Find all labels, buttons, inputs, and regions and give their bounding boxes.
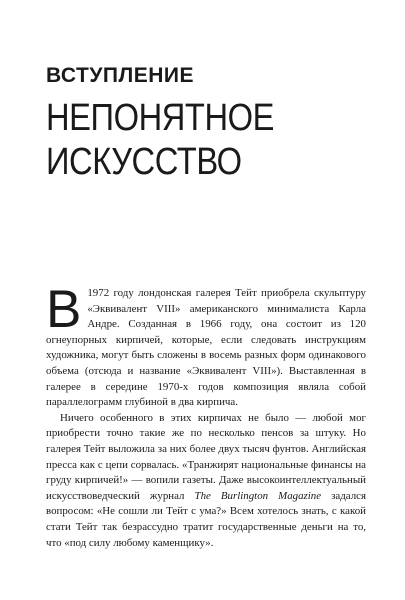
chapter-title-line-1: НЕПОНЯТНОЕ [46, 97, 274, 139]
drop-cap: В [46, 280, 82, 339]
chapter-title [46, 96, 274, 184]
paragraph-1 [46, 280, 366, 411]
paragraph-2-text-end: задался вопросом: «Не сошли ли Тейт с ума?» Всем хотелось знать, с какой стати Тейт так безрассудно тратит государственные деньги на то, что «под силу любому каменщику». [46, 489, 366, 549]
section-label: ВСТУПЛЕНИЕ [46, 64, 195, 87]
chapter-title-line-2: ИСКУССТВО [46, 141, 242, 183]
paragraph-1-text: 1972 году лондонская галерея Тейт приобрела скульптуру «Эквивалент VIII» американского минималиста Карла Андре. Созданная в 1966 году, она состоит из 120 огнеупорных кирпичей, которые, если следовать инструкциям художника, могут быть сложены в восемь разных форм одинакового объема (отсюда и название «Эквивалент VIII»). Выставленная в галерее в середине 1970-х годов композиция являла собой параллелограмм глубиной в два кирпича. [46, 287, 366, 409]
paragraph-2 [46, 411, 366, 551]
journal-name: The Burlington Magazine [194, 489, 322, 502]
body-text [46, 280, 366, 551]
paragraph-2-text-start: Ничего особенного в этих кирпичах не было — любой мог приобрести точно такие же по несколько пенсов за штуку. Но галерея Тейт выложила за них более двух тысяч фунтов. Английская пресса как с цепи сорвалась. «Транжирят национальные финансы на груду кирпичей!» — вопили газеты. Даже высокоинтеллектуальный искусствоведческий журнал [46, 411, 366, 502]
